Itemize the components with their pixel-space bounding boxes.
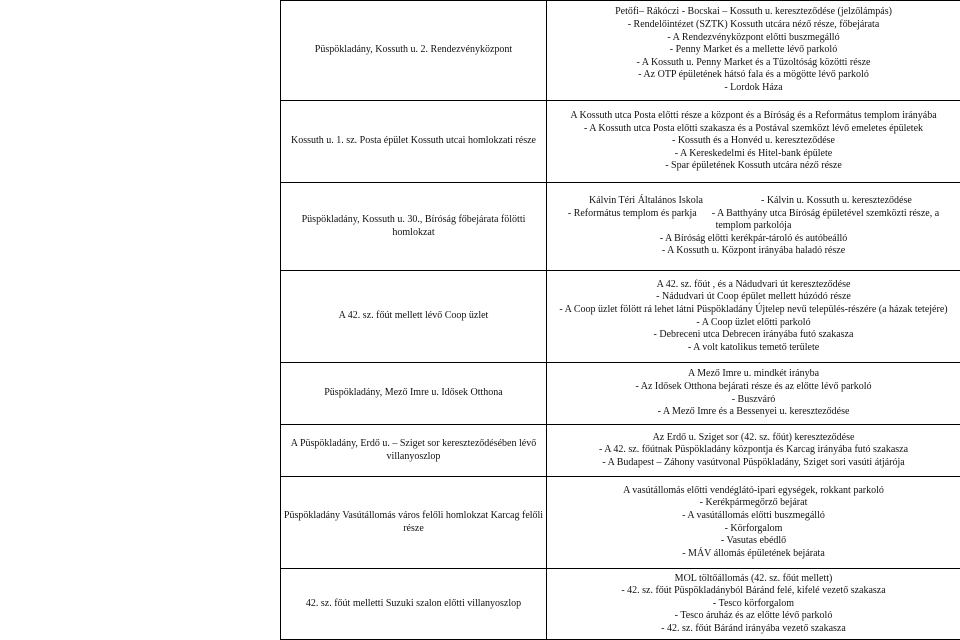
description-cell bbox=[547, 1, 960, 101]
description-line: A Kossuth utca Posta előtti része a központ és a Bíróság és a Református templom irányába bbox=[549, 110, 958, 123]
description-line: - A Budapest – Záhony vasútvonal Püspökladány, Sziget sori vasúti átjárója bbox=[549, 457, 958, 470]
description-line: - A vasútállomás előtti buszmegálló bbox=[549, 510, 958, 523]
description-line: - A volt katolikus temető területe bbox=[549, 342, 958, 355]
description-line: A vasútállomás előtti vendéglátó-ipari egységek, rokkant parkoló bbox=[549, 485, 958, 498]
description-line: - Lordok Háza bbox=[549, 82, 958, 95]
description-line: - Vasutas ebédlő bbox=[549, 535, 958, 548]
description-line: - Református templom és parkja - A Batthyány utca Bíróság épületével szemközti része, a bbox=[549, 208, 958, 221]
description-line: - Nádudvari út Coop épület mellett húzódó része bbox=[549, 291, 958, 304]
description-line: - A Kossuth u. Központ irányába haladó része bbox=[549, 245, 958, 258]
description-line: - A Kereskedelmi és Hitel-bank épülete bbox=[549, 148, 958, 161]
table-row bbox=[281, 363, 960, 425]
description-cell bbox=[547, 101, 960, 183]
location-cell: A 42. sz. főút mellett lévő Coop üzlet bbox=[281, 271, 547, 363]
description-line: - Debreceni utca Debrecen irányába futó szakasza bbox=[549, 329, 958, 342]
description-line: MOL töltőállomás (42. sz. főút mellett) bbox=[549, 573, 958, 586]
location-cell: Kossuth u. 1. sz. Posta épület Kossuth utcai homlokzati része bbox=[281, 101, 547, 183]
location-table bbox=[280, 0, 960, 640]
description-heading: Kálvin Téri Általános Iskola - Kálvin u. Kossuth u. kereszteződése bbox=[549, 195, 958, 208]
description-line: Petőfi– Rákóczi - Bocskai – Kossuth u. kereszteződése (jelzőlámpás) bbox=[549, 6, 958, 19]
description-cell bbox=[547, 363, 960, 425]
location-cell: Püspökladány Vasútállomás város felőli homlokzat Karcag felőli része bbox=[281, 477, 547, 569]
description-line: - Rendelőintézet (SZTK) Kossuth utcára néző része, főbejárata bbox=[549, 19, 958, 32]
description-line: A 42. sz. főút , és a Nádudvari út kereszteződése bbox=[549, 279, 958, 292]
description-line: - Penny Market és a mellette lévő parkoló bbox=[549, 44, 958, 57]
description-line: - Buszváró bbox=[549, 394, 958, 407]
description-cell bbox=[547, 183, 960, 271]
table-row bbox=[281, 425, 960, 477]
description-line: - A Kossuth utca Posta előtti szakasza és a Postával szemközt lévő emeletes épületek bbox=[549, 123, 958, 136]
location-cell: Püspökladány, Mező Imre u. Idősek Otthona bbox=[281, 363, 547, 425]
table-row bbox=[281, 271, 960, 363]
description-line: templom parkolója bbox=[549, 220, 958, 233]
table-row bbox=[281, 569, 960, 640]
description-line: - A Bíróság előtti kerékpár-tároló és autóbeálló bbox=[549, 233, 958, 246]
description-line: A Mező Imre u. mindkét irányba bbox=[549, 368, 958, 381]
location-cell: A Püspökladány, Erdő u. – Sziget sor kereszteződésében lévő villanyoszlop bbox=[281, 425, 547, 477]
description-cell bbox=[547, 477, 960, 569]
description-line: - Tesco áruház és az előtte lévő parkoló bbox=[549, 610, 958, 623]
location-cell: 42. sz. főút melletti Suzuki szalon előtti villanyoszlop bbox=[281, 569, 547, 640]
description-line: - MÁV állomás épületének bejárata bbox=[549, 548, 958, 561]
description-line: - Az OTP épületének hátsó fala és a mögötte lévő parkoló bbox=[549, 69, 958, 82]
description-cell bbox=[547, 569, 960, 640]
description-line: - A Coop üzlet előtti parkoló bbox=[549, 317, 958, 330]
table-row bbox=[281, 477, 960, 569]
location-cell: Püspökladány, Kossuth u. 30., Bíróság főbejárata fölötti homlokzat bbox=[281, 183, 547, 271]
description-cell bbox=[547, 271, 960, 363]
location-cell: Püspökladány, Kossuth u. 2. Rendezvényközpont bbox=[281, 1, 547, 101]
table-row bbox=[281, 183, 960, 271]
description-cell bbox=[547, 425, 960, 477]
description-line: - Tesco körforgalom bbox=[549, 598, 958, 611]
description-line: - A Rendezvényközpont előtti buszmegálló bbox=[549, 32, 958, 45]
description-line: - A Kossuth u. Penny Market és a Tűzoltóság közötti része bbox=[549, 57, 958, 70]
description-line: - A Mező Imre és a Bessenyei u. kereszteződése bbox=[549, 406, 958, 419]
table-row bbox=[281, 1, 960, 101]
description-line: - 42. sz. főút Püspökladányból Báránd felé, kifelé vezető szakasza bbox=[549, 585, 958, 598]
description-line: - Kossuth és a Honvéd u. kereszteződése bbox=[549, 135, 958, 148]
description-line: Az Erdő u. Sziget sor (42. sz. főút) kereszteződése bbox=[549, 432, 958, 445]
description-line: - Az Idősek Otthona bejárati része és az előtte lévő parkoló bbox=[549, 381, 958, 394]
description-line: - 42. sz. főút Báránd irányába vezető szakasza bbox=[549, 623, 958, 636]
description-line: - A Coop üzlet fölött rá lehet látni Püspökladány Újtelep nevű település-részére (a házak tetejére) bbox=[549, 304, 958, 317]
description-line: - Kerékpármegőrző bejárat bbox=[549, 497, 958, 510]
description-line: - A 42. sz. főútnak Püspökladány központja és Karcag irányába futó szakasza bbox=[549, 444, 958, 457]
description-line: - Spar épületének Kossuth utcára néző része bbox=[549, 160, 958, 173]
table-row bbox=[281, 101, 960, 183]
description-line: - Körforgalom bbox=[549, 523, 958, 536]
